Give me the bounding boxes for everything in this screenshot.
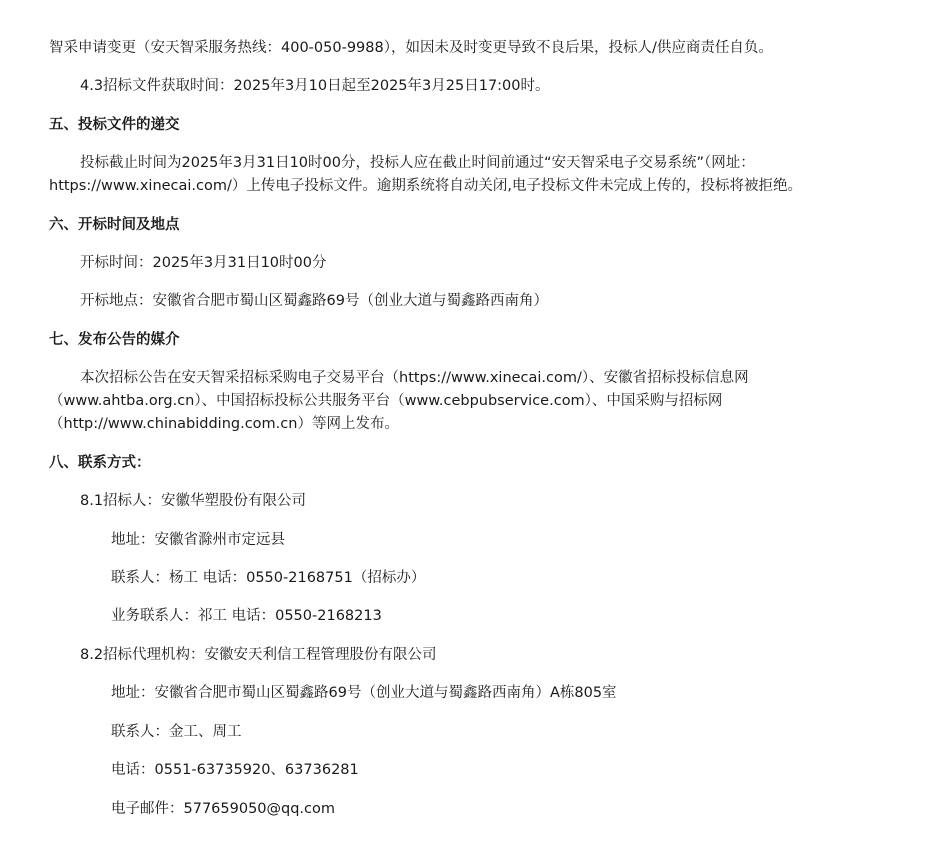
tenderer-address: 地址：安徽省滁州市定远县: [111, 532, 285, 548]
agency-address: 地址：安徽省合肥市蜀山区蜀鑫路69号（创业大道与蜀鑫路西南角）A栋805室: [111, 685, 617, 701]
agency-phone: 电话：0551-63735920、63736281: [111, 762, 359, 778]
section-4-3-text: 4.3招标文件获取时间：2025年3月10日起至2025年3月25日17:00时。: [80, 78, 550, 94]
section-7-heading: 七、发布公告的媒介: [49, 332, 180, 348]
agency-contact: 联系人：金工、周工: [111, 724, 242, 740]
agency-title: 8.2招标代理机构：安徽安天利信工程管理股份有限公司: [80, 647, 437, 663]
tenderer-contact: 联系人：杨工 电话：0550-2168751（招标办）: [111, 570, 426, 586]
section-5-paragraph-line-2: https://www.xinecai.com/）上传电子投标文件。逾期系统将自动关闭,电子投标文件未完成上传的，投标将被拒绝。: [49, 178, 803, 194]
section-8-heading: 八、联系方式：: [49, 455, 151, 471]
tenderer-business-contact: 业务联系人：祁工 电话：0550-2168213: [111, 608, 382, 624]
section-5-heading: 五、投标文件的递交: [49, 117, 180, 133]
opening-place: 开标地点：安徽省合肥市蜀山区蜀鑫路69号（创业大道与蜀鑫路西南角）: [80, 293, 548, 309]
section-6-heading: 六、开标时间及地点: [49, 217, 180, 233]
section-5-paragraph-line-1: 投标截止时间为2025年3月31日10时00分，投标人应在截止时间前通过“安天智采电子交易系统”（网址：: [80, 155, 755, 171]
media-line-2: （www.ahtba.org.cn）、中国招标投标公共服务平台（www.cebpubservice.com）、中国采购与招标网: [49, 393, 723, 409]
media-line-1: 本次招标公告在安天智采招标采购电子交易平台（https://www.xinecai.com/）、安徽省招标投标信息网: [80, 370, 749, 386]
opening-time: 开标时间：2025年3月31日10时00分: [80, 255, 327, 271]
media-line-3: （http://www.chinabidding.com.cn）等网上发布。: [49, 416, 399, 432]
agency-email: 电子邮件：577659050@qq.com: [111, 801, 336, 817]
tenderer-title: 8.1招标人：安徽华塑股份有限公司: [80, 493, 307, 509]
intro-line: 智采申请变更（安天智采服务热线：400-050-9988），如因未及时变更导致不良后果，投标人/供应商责任自负。: [49, 40, 773, 56]
